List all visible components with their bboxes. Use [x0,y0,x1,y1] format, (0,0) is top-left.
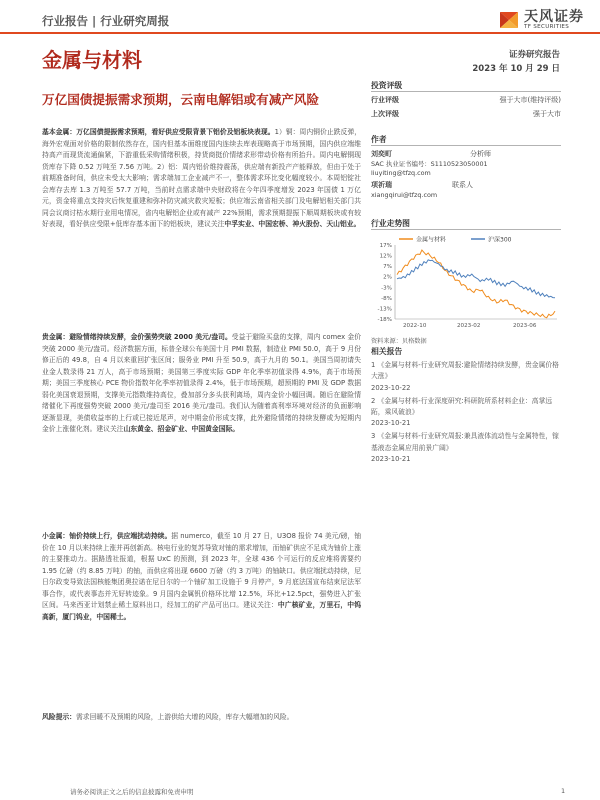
related-report-number: 1 [371,361,376,370]
author-2-row [371,180,561,190]
report-category: 行业报告 [42,14,88,28]
y-tick-label: -8% [381,295,392,302]
author-2-name: 项祈瑞 [371,181,392,189]
related-report-title: 《金属与材料-行业研究周报:避险情绪持续发酵，贵金属价格大涨》 [371,361,559,381]
y-tick-label: 7% [383,264,392,271]
paragraph-precious-metals [42,332,361,436]
base-metals-picks: 中孚实业、中国宏桥、神火股份、天山铝业。 [224,220,361,228]
chart-divider [371,229,561,230]
sector-title: 金属与材料 [42,48,142,72]
related-report-date: 2023-10-22 [371,383,411,392]
rating-heading: 投资评级 [371,81,403,90]
previous-rating-row [371,109,561,119]
base-metals-text: 1）铜：周内铜价止跌反弹，海外宏观面对价格的限制依然存在，国内但基本面维度国内连续去库表现略高于市场预期，国内供应端维持高产而现货流通偏紧，下游重低采购情绪积极，持货商挺价情绪求形带动价格有所抬升。周内电解铜现货库存下降 0.52 万吨至 7.56 万吨。2）铝：周内铝价维持震荡，供应端有新投产产能释放，但由于处于前期准备时间，供应未受太大影响；需求端加工企业减产不一，整体需求环比变化幅度较小。本周铝锭社会库存去库 1.3 万吨至 57.7 万吨，当前时点需求端中央财政将在今年四季度增发 2023 年国债 1 万亿元，资金将重点支持灾后恢复重建和弥补防灾减灾救灾短板；供应端云南省相关部门及电解铝相关部门共同会议商讨枯水期行业用电情况，省内电解铝企业或有减产 22%预期，需求预期提振下顺周期板块或有较好表现，看好供应受限+低库存基本面下的铝板块，建议关注 [42,128,362,228]
paragraph-minor-metals [42,531,361,623]
series-line [397,260,555,298]
x-tick-label: 2023-06 [513,323,537,329]
rating-divider [371,91,561,92]
industry-rating-label: 行业评级 [371,96,399,104]
paragraph-base-metals [42,127,361,231]
header-divider [0,32,600,34]
minor-metals-lead: 小金属：铀价持续上行，供应端扰动持续。 [42,532,172,540]
related-report-date: 2023-10-21 [371,454,411,463]
report-category-header [42,13,169,29]
logo-mark-icon [496,6,522,32]
x-tick-label: 2023-02 [457,323,481,329]
precious-metals-text: 受益于避险买盘的支撑，周内 comex 金价突破 2000 美元/盎司。经济数据方面，标普全球公布美国十月 PMI 数据，制造业 PMI 50.0，高于 9 月份修正后的 49.8，自 4 月以来重回扩张区间；服务业 PMI 升至 50.9，高于九月的 50.1。美国当周初请失业金人数录得 21 万人，高于市场预期；美国第三季度实际 GDP 年化季率初值录得 4.9%，高于市场预期；美国三季度核心 PCE 物价指数年化季率初值录得 2.4%，低于市场预期，超预期的 PMI 及 GDP 数据弱化美国衰退预期，支撑美元指数维持高位，叠加部分多头获利离场，周内金价小幅回调。随后在避险情绪催化下再度强势突破 2000 美元/盎司至 2016 美元/盎司。我们认为随着高利率环境对经济的负面影响逐渐显现，美债收益率的上行或已接近尾声，对中期金价形成支撑，此外避险情绪的持续发酵或为短期内金价上涨催化剂。建议关注 [42,333,361,433]
industry-rating-row [371,95,561,105]
y-tick-label: -18% [377,317,392,323]
precious-metals-picks: 山东黄金、招金矿业、中国黄金国际。 [123,425,240,433]
y-tick-label: 12% [379,253,392,260]
author-1-role: 分析师 [470,150,491,158]
related-reports [371,346,561,467]
previous-rating-label: 上次评级 [371,110,399,118]
related-report-item[interactable] [371,431,561,465]
authors-heading: 作者 [371,135,387,144]
page-number: 1 [561,787,566,795]
y-tick-label: 17% [379,243,392,249]
related-report-item[interactable] [371,396,561,430]
report-subcategory: 行业研究周报 [100,14,170,28]
previous-rating-value: 强于大市 [533,110,561,118]
precious-metals-lead: 贵金属：避险情绪持续发酵，金价强势突破 2000 美元/盎司。 [42,333,232,341]
disclaimer-footer: 请务必阅读正文之后的信息披露和免责申明 [70,788,194,796]
paragraph-risk [42,712,361,724]
report-type: 证券研究报告 [508,50,560,60]
risk-lead: 风险提示： [42,713,76,721]
author-2-role: 联系人 [452,181,473,189]
related-report-item[interactable] [371,360,561,394]
report-date: 2023 年 10 月 29 日 [472,64,560,74]
industry-trend-chart [371,233,561,333]
legend-label: 金属与材料 [416,236,447,244]
y-tick-label: -13% [377,306,392,313]
related-report-date: 2023-10-21 [371,419,411,428]
y-tick-label: -3% [381,285,392,292]
y-tick-label: 2% [383,274,392,281]
minor-metals-text: 据 numerco，截至 10 月 27 日，U3O8 报价 74 美元/磅，铀价在 10 月以来持续上涨并再创新高。核电行业的复苏导致对铀的需求增加，而铀矿供应不足成为铀价上涨的主要推动力。据路透社报道，根据 UxC 的预测，到 2023 年，全球 436 个可运行的反应堆将需要约 1.95 亿磅（约 8.85 万吨）的铀，而供应将出现 6600 万磅（约 3 万吨）的铀缺口。供应端扰动持续，尼日尔政变导致法国核能集团奥拉诺在尼日尔的一个铀矿加工设施于 9 月停产，9 月底法国宣布结束尼法军事合作，或代表事态并无好转迹象。9 月国内金属钒价格环比增 12.5%，环比+12.5pct，强势进入扩张区间。马来西亚计划禁止稀土原料出口，经加工的矿产品可出口。建议关注： [42,532,362,609]
chart-source: 资料来源：贝格数据 [371,338,427,345]
risk-text: 需求回暖不及预期的风险，上游供给大增的风险，库存大幅增加的风险。 [75,713,294,721]
authors-divider [371,145,561,146]
related-report-number: 2 [371,396,376,405]
industry-rating-value: 强于大市(维持评级) [499,96,561,104]
logo-subtext: TF SECURITIES [524,24,570,30]
related-report-title: 《金属与材料-行业深度研究:科研院所系材料企业：高掌远跖，乘风破浪》 [371,396,553,417]
related-reports-list [371,360,561,465]
series-line [397,250,555,318]
chart-heading: 行业走势图 [371,219,410,228]
related-reports-heading: 相关报告 [371,347,403,356]
x-tick-label: 2022-10 [403,323,427,329]
legend-label: 沪深300 [488,236,512,244]
author-1-name: 刘奕町 [371,150,392,158]
report-title: 万亿国债提振需求预期，云南电解铝或有减产风险 [42,92,320,107]
minor-metals-picks: 中广核矿业，万里石，中钨高新，厦门钨业，中国稀土。 [42,601,362,621]
author-1-sac: SAC 执业证书编号：S1110523050001 [371,160,488,168]
related-report-title: 《金属与材料-行业研究周报:兼具液体流动性与金属特性，镓基液态金属应用前景广阔》 [371,432,559,452]
company-logo [496,4,586,34]
related-report-number: 3 [371,432,376,441]
author-1-email[interactable]: liuyiting@tfzq.com [371,169,431,177]
header-separator: | [92,14,101,28]
author-1-row [371,149,561,159]
author-2-email[interactable]: xiangqirui@tfzq.com [371,191,438,199]
base-metals-lead: 基本金属：万亿国债提振需求预期，看好供应受限背景下铝价及铝板块表现。 [42,128,275,136]
logo-text: 天风证券 [524,9,584,25]
